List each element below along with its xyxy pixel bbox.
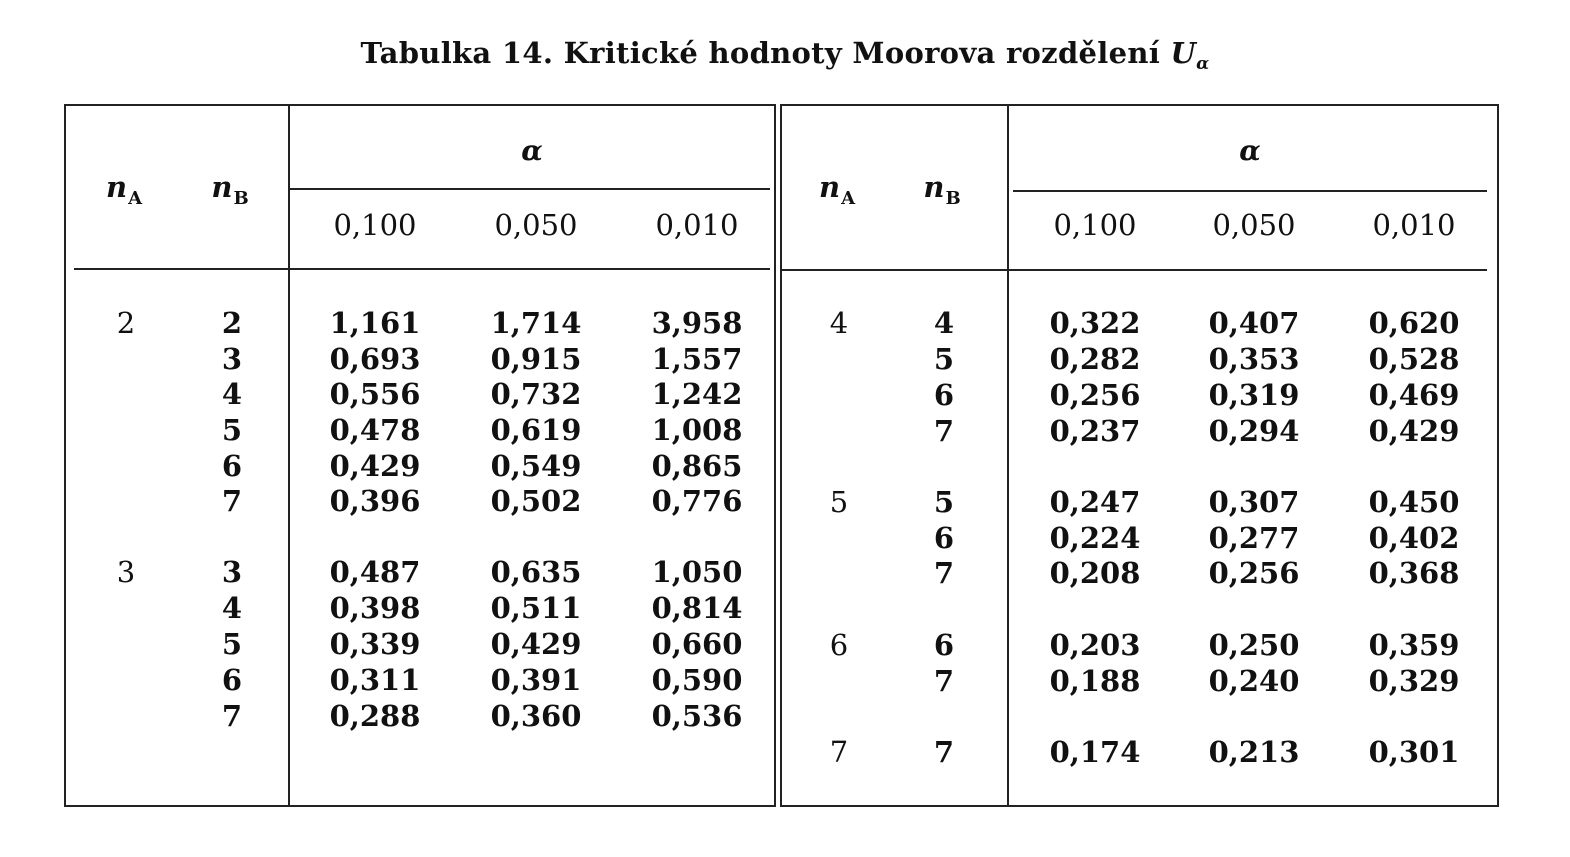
caption-subscript: α bbox=[1196, 54, 1210, 74]
critical-value: 0,307 bbox=[1208, 485, 1300, 519]
critical-value: 1,008 bbox=[651, 413, 743, 447]
critical-value: 0,301 bbox=[1368, 735, 1460, 769]
critical-value: 0,556 bbox=[329, 377, 421, 411]
critical-value: 0,619 bbox=[490, 413, 582, 447]
critical-value: 3,958 bbox=[651, 306, 743, 340]
critical-value: 0,329 bbox=[1368, 664, 1460, 698]
critical-value: 0,915 bbox=[490, 342, 582, 376]
critical-value: 0,237 bbox=[1049, 414, 1141, 448]
critical-value: 0,502 bbox=[490, 484, 582, 518]
critical-value: 0,203 bbox=[1049, 628, 1141, 662]
critical-value: 0,398 bbox=[329, 591, 421, 625]
critical-value: 0,224 bbox=[1049, 521, 1141, 555]
column-divider bbox=[1007, 106, 1009, 805]
n-b-value: 3 bbox=[221, 342, 243, 376]
critical-value: 0,590 bbox=[651, 663, 743, 697]
critical-value: 0,311 bbox=[329, 663, 421, 697]
header-n-b: $n_B$ bbox=[923, 170, 961, 209]
critical-value: 0,188 bbox=[1049, 664, 1141, 698]
critical-value: 0,549 bbox=[490, 449, 582, 483]
header-alpha-value: 0,050 bbox=[1212, 208, 1296, 242]
n-a-value: 4 bbox=[829, 306, 849, 340]
critical-value: 0,528 bbox=[1368, 342, 1460, 376]
critical-value: 0,450 bbox=[1368, 485, 1460, 519]
table-panel-left bbox=[64, 104, 776, 807]
critical-value: 0,256 bbox=[1208, 556, 1300, 590]
n-a-value: 5 bbox=[829, 485, 849, 519]
n-b-value: 4 bbox=[221, 377, 243, 411]
critical-value: 0,359 bbox=[1368, 628, 1460, 662]
critical-value: 0,256 bbox=[1049, 378, 1141, 412]
header-rule bbox=[782, 269, 1487, 271]
header-n-a: $n_A$ bbox=[105, 170, 143, 209]
critical-value: 0,360 bbox=[490, 699, 582, 733]
n-b-value: 7 bbox=[933, 735, 955, 769]
critical-value: 0,319 bbox=[1208, 378, 1300, 412]
critical-value: 0,478 bbox=[329, 413, 421, 447]
header-rule bbox=[74, 268, 770, 270]
n-b-value: 7 bbox=[221, 699, 243, 733]
critical-value: 0,288 bbox=[329, 699, 421, 733]
alpha-underline bbox=[290, 188, 770, 190]
n-b-value: 6 bbox=[933, 378, 955, 412]
critical-value: 0,322 bbox=[1049, 306, 1141, 340]
critical-value: 0,282 bbox=[1049, 342, 1141, 376]
critical-value: 0,776 bbox=[651, 484, 743, 518]
header-alpha-value: 0,100 bbox=[333, 208, 417, 242]
caption-symbol: U bbox=[1170, 36, 1197, 70]
header-alpha-value: 0,010 bbox=[1372, 208, 1456, 242]
critical-value: 0,294 bbox=[1208, 414, 1300, 448]
critical-value: 0,213 bbox=[1208, 735, 1300, 769]
n-b-value: 2 bbox=[221, 306, 243, 340]
critical-value: 0,635 bbox=[490, 555, 582, 589]
critical-value: 0,277 bbox=[1208, 521, 1300, 555]
n-b-value: 6 bbox=[933, 521, 955, 555]
n-b-value: 5 bbox=[933, 342, 955, 376]
n-a-value: 7 bbox=[829, 735, 849, 769]
critical-value: 1,161 bbox=[329, 306, 421, 340]
critical-value: 0,247 bbox=[1049, 485, 1141, 519]
critical-value: 0,353 bbox=[1208, 342, 1300, 376]
critical-value: 0,865 bbox=[651, 449, 743, 483]
table-panel-right bbox=[780, 104, 1499, 807]
header-alpha-value: 0,050 bbox=[494, 208, 578, 242]
n-b-value: 7 bbox=[933, 556, 955, 590]
critical-value: 0,487 bbox=[329, 555, 421, 589]
critical-value: 0,391 bbox=[490, 663, 582, 697]
critical-value: 0,339 bbox=[329, 627, 421, 661]
n-b-value: 5 bbox=[221, 413, 243, 447]
critical-value: 0,429 bbox=[490, 627, 582, 661]
critical-value: 0,429 bbox=[1368, 414, 1460, 448]
n-b-value: 4 bbox=[221, 591, 243, 625]
n-b-value: 6 bbox=[221, 449, 243, 483]
critical-value: 0,402 bbox=[1368, 521, 1460, 555]
critical-value: 1,557 bbox=[651, 342, 743, 376]
critical-value: 1,242 bbox=[651, 377, 743, 411]
table-caption bbox=[0, 36, 1570, 74]
caption-text: Tabulka 14. Kritické hodnoty Moorova rozdělení bbox=[360, 36, 1161, 70]
header-alpha-value: 0,010 bbox=[655, 208, 739, 242]
n-b-value: 5 bbox=[933, 485, 955, 519]
critical-value: 0,660 bbox=[651, 627, 743, 661]
critical-value: 0,368 bbox=[1368, 556, 1460, 590]
n-b-value: 3 bbox=[221, 555, 243, 589]
n-b-value: 7 bbox=[933, 414, 955, 448]
critical-value: 0,407 bbox=[1208, 306, 1300, 340]
n-a-value: 2 bbox=[116, 306, 136, 340]
critical-value: 0,174 bbox=[1049, 735, 1141, 769]
critical-value: 0,240 bbox=[1208, 664, 1300, 698]
header-n-b: $n_B$ bbox=[211, 170, 249, 209]
header-alpha: α bbox=[1239, 134, 1261, 167]
critical-value: 0,620 bbox=[1368, 306, 1460, 340]
header-alpha-value: 0,100 bbox=[1053, 208, 1137, 242]
n-a-value: 6 bbox=[829, 628, 849, 662]
critical-value: 0,814 bbox=[651, 591, 743, 625]
n-b-value: 5 bbox=[221, 627, 243, 661]
n-b-value: 7 bbox=[933, 664, 955, 698]
critical-value: 0,469 bbox=[1368, 378, 1460, 412]
header-alpha: α bbox=[521, 134, 543, 167]
critical-value: 0,693 bbox=[329, 342, 421, 376]
n-b-value: 4 bbox=[933, 306, 955, 340]
alpha-underline bbox=[1013, 190, 1487, 192]
critical-value: 0,536 bbox=[651, 699, 743, 733]
n-b-value: 7 bbox=[221, 484, 243, 518]
critical-value: 0,732 bbox=[490, 377, 582, 411]
critical-value: 0,208 bbox=[1049, 556, 1141, 590]
critical-value: 1,714 bbox=[490, 306, 582, 340]
critical-value: 1,050 bbox=[651, 555, 743, 589]
header-n-a: $n_A$ bbox=[818, 170, 856, 209]
critical-value: 0,396 bbox=[329, 484, 421, 518]
n-b-value: 6 bbox=[221, 663, 243, 697]
n-b-value: 6 bbox=[933, 628, 955, 662]
n-a-value: 3 bbox=[116, 555, 136, 589]
critical-value: 0,429 bbox=[329, 449, 421, 483]
critical-value: 0,250 bbox=[1208, 628, 1300, 662]
column-divider bbox=[288, 106, 290, 805]
critical-value: 0,511 bbox=[490, 591, 582, 625]
